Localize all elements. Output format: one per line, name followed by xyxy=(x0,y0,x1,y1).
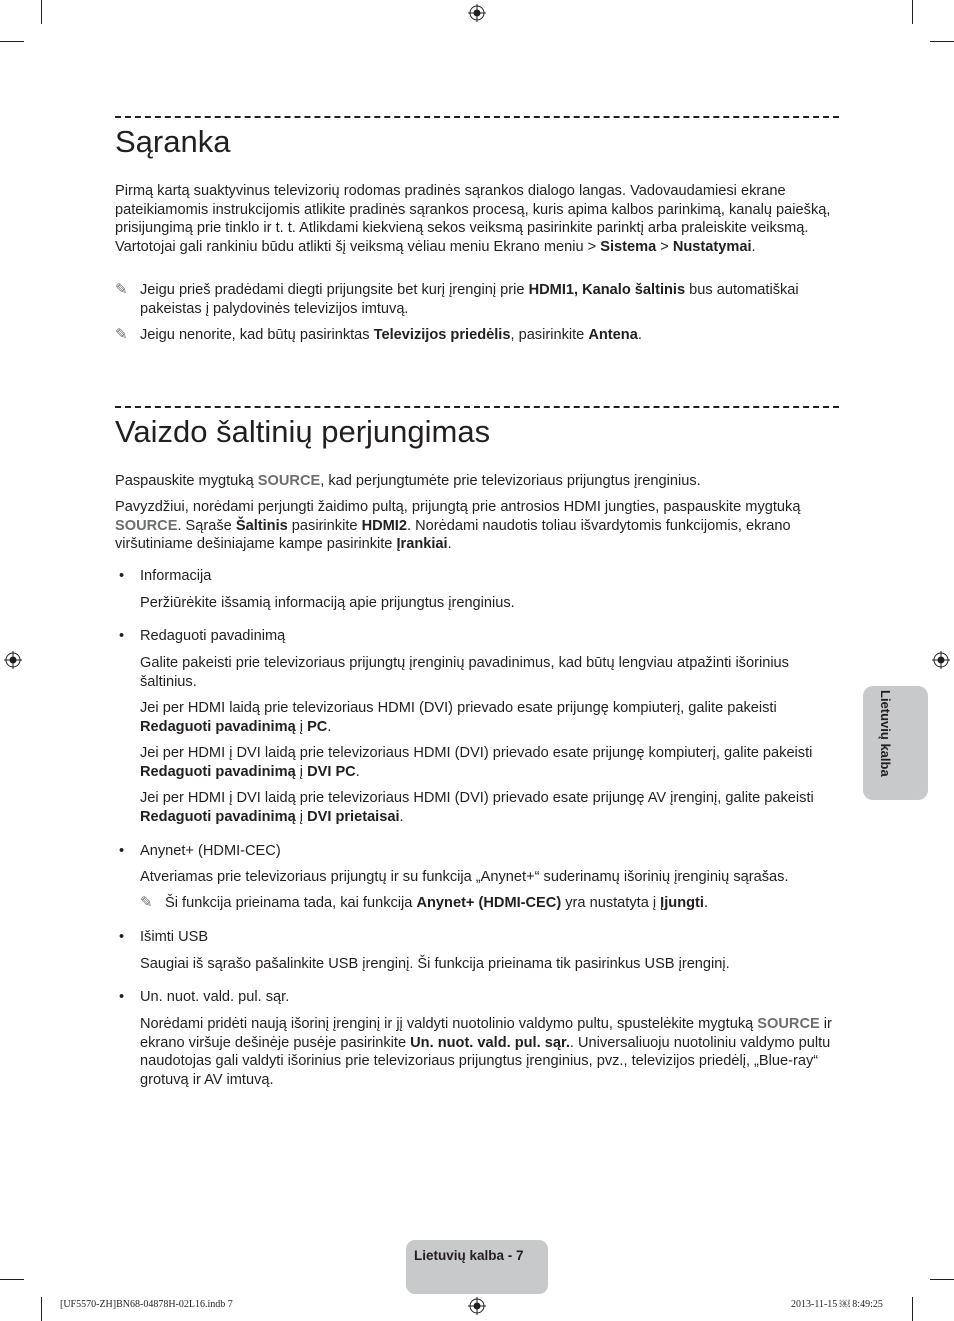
note-anynet: ✎ Ši funkcija prieinama tada, kai funkcija Anynet+ (HDMI-CEC) yra nustatyta į Įjungti. xyxy=(140,894,709,911)
source-paragraph-2: Pavyzdžiui, norėdami perjungti žaidimo pultą, prijungtą prie antrosios HDMI jungties, paspauskite mygtuką SOURCE. Sąraše Šaltinis pasirinkite HDMI2. Norėdami naudotis toliau išvardytomis funkcijomis, ekrano viršutiniame dešiniajame kampe pasirinkite Įrankiai. xyxy=(115,499,801,552)
pencil-icon: ✎ xyxy=(115,281,128,298)
section-divider xyxy=(115,116,839,118)
print-slug-left: [UF5570-ZH]BN68-04878H-02L16.indb 7 xyxy=(60,1299,233,1310)
list-item-text: Saugiai iš sąrašo pašalinkite USB įrenginį. Ši funkcija prieinama tik pasirinkus USB įrenginį. xyxy=(140,956,730,972)
crop-mark xyxy=(0,1279,24,1280)
crop-mark xyxy=(0,41,24,42)
section-divider xyxy=(115,406,839,408)
crop-mark xyxy=(930,41,954,42)
crop-mark xyxy=(41,0,42,24)
list-item-text: Peržiūrėkite išsamią informaciją apie prijungtus įrenginius. xyxy=(140,595,515,611)
page-number-tab: Lietuvių kalba - 7 xyxy=(406,1240,548,1294)
registration-mark-icon xyxy=(932,651,950,669)
print-slug-right: 2013-11-15 ￼ 8:49:25 xyxy=(791,1299,883,1310)
language-side-tab: Lietuvių kalba xyxy=(863,686,928,800)
setup-intro-paragraph: Pirmą kartą suaktyvinus televizorių rodomas pradinės sąrankos dialogo langas. Vadovaudamiesi ekrane pateikiamomis instrukcijomis atlikite pradinės sąrankos procesą, kuris apima kalbos parinkimą, kanalų paiešką, prisijungimą prie tinklo ir t. t. Atlikdami kiekvieną sekos veiksmą pasirinkite parinktį arba praleiskite veiksmą. Vartotojai gali rankiniu būdu atlikti šį veiksmą vėliau meniu Ekrano meniu > Sistema > Nustatymai. xyxy=(115,183,831,255)
section-title-source-switching: Vaizdo šaltinių perjungimas xyxy=(115,414,491,449)
list-item-text: Jei per HDMI laidą prie televizoriaus HDMI (DVI) prievado esate prijungę kompiuterį, galite pakeisti Redaguoti pavadinimą į PC. xyxy=(140,700,777,735)
crop-mark xyxy=(41,1297,42,1321)
source-paragraph-1: Paspauskite mygtuką SOURCE, kad perjungtumėte prie televizoriaus prijungtus įrenginius. xyxy=(115,473,701,489)
list-item-text: Galite pakeisti prie televizoriaus prijungtų įrenginių pavadinimus, kad būtų lengviau atpažinti išorinius šaltinius. xyxy=(140,655,789,690)
list-item-text: Atveriamas prie televizoriaus prijungtų ir su funkcija „Anynet+“ suderinamų išorinių įrenginių sąrašas. xyxy=(140,869,789,885)
list-item-text: Jei per HDMI į DVI laidą prie televizoriaus HDMI (DVI) prievado esate prijungę AV įrenginį, galite pakeisti Redaguoti pavadinimą į DVI prietaisai. xyxy=(140,790,814,825)
registration-mark-icon xyxy=(468,1297,486,1315)
list-item-text: Jei per HDMI į DVI laidą prie televizoriaus HDMI (DVI) prievado esate prijungę kompiuterį, galite pakeisti Redaguoti pavadinimą į DVI PC. xyxy=(140,745,813,780)
crop-mark xyxy=(930,1279,954,1280)
pencil-icon: ✎ xyxy=(115,326,128,343)
registration-mark-icon xyxy=(4,651,22,669)
section-title-saranka: Sąranka xyxy=(115,124,231,159)
crop-mark xyxy=(912,0,913,24)
pencil-icon: ✎ xyxy=(140,894,153,911)
crop-mark xyxy=(912,1297,913,1321)
list-item-text: Norėdami pridėti naują išorinį įrenginį ir jį valdyti nuotolinio valdymo pultu, spustelėkite mygtuką SOURCE ir ekrano viršuje dešinėje pusėje pasirinkite Un. nuot. vald. pul. sąr.. Universaliuoju nuotoliniu valdymo pultu naudotojas gali valdyti išorinius prie televizoriaus prijungtus įrenginius, pvz., televizijos priedėlį, „Blue-ray“ grotuvą ir AV imtuvą. xyxy=(140,1016,832,1088)
note-antena: ✎ Jeigu nenorite, kad būtų pasirinktas Televizijos priedėlis, pasirinkite Antena. xyxy=(115,326,642,343)
registration-mark-icon xyxy=(468,4,486,22)
note-hdmi1: ✎ Jeigu prieš pradėdami diegti prijungsite bet kurį įrenginį prie HDMI1, Kanalo šaltinis bus automatiškai pakeistas į palydovinės televizijos imtuvą. xyxy=(115,281,799,317)
